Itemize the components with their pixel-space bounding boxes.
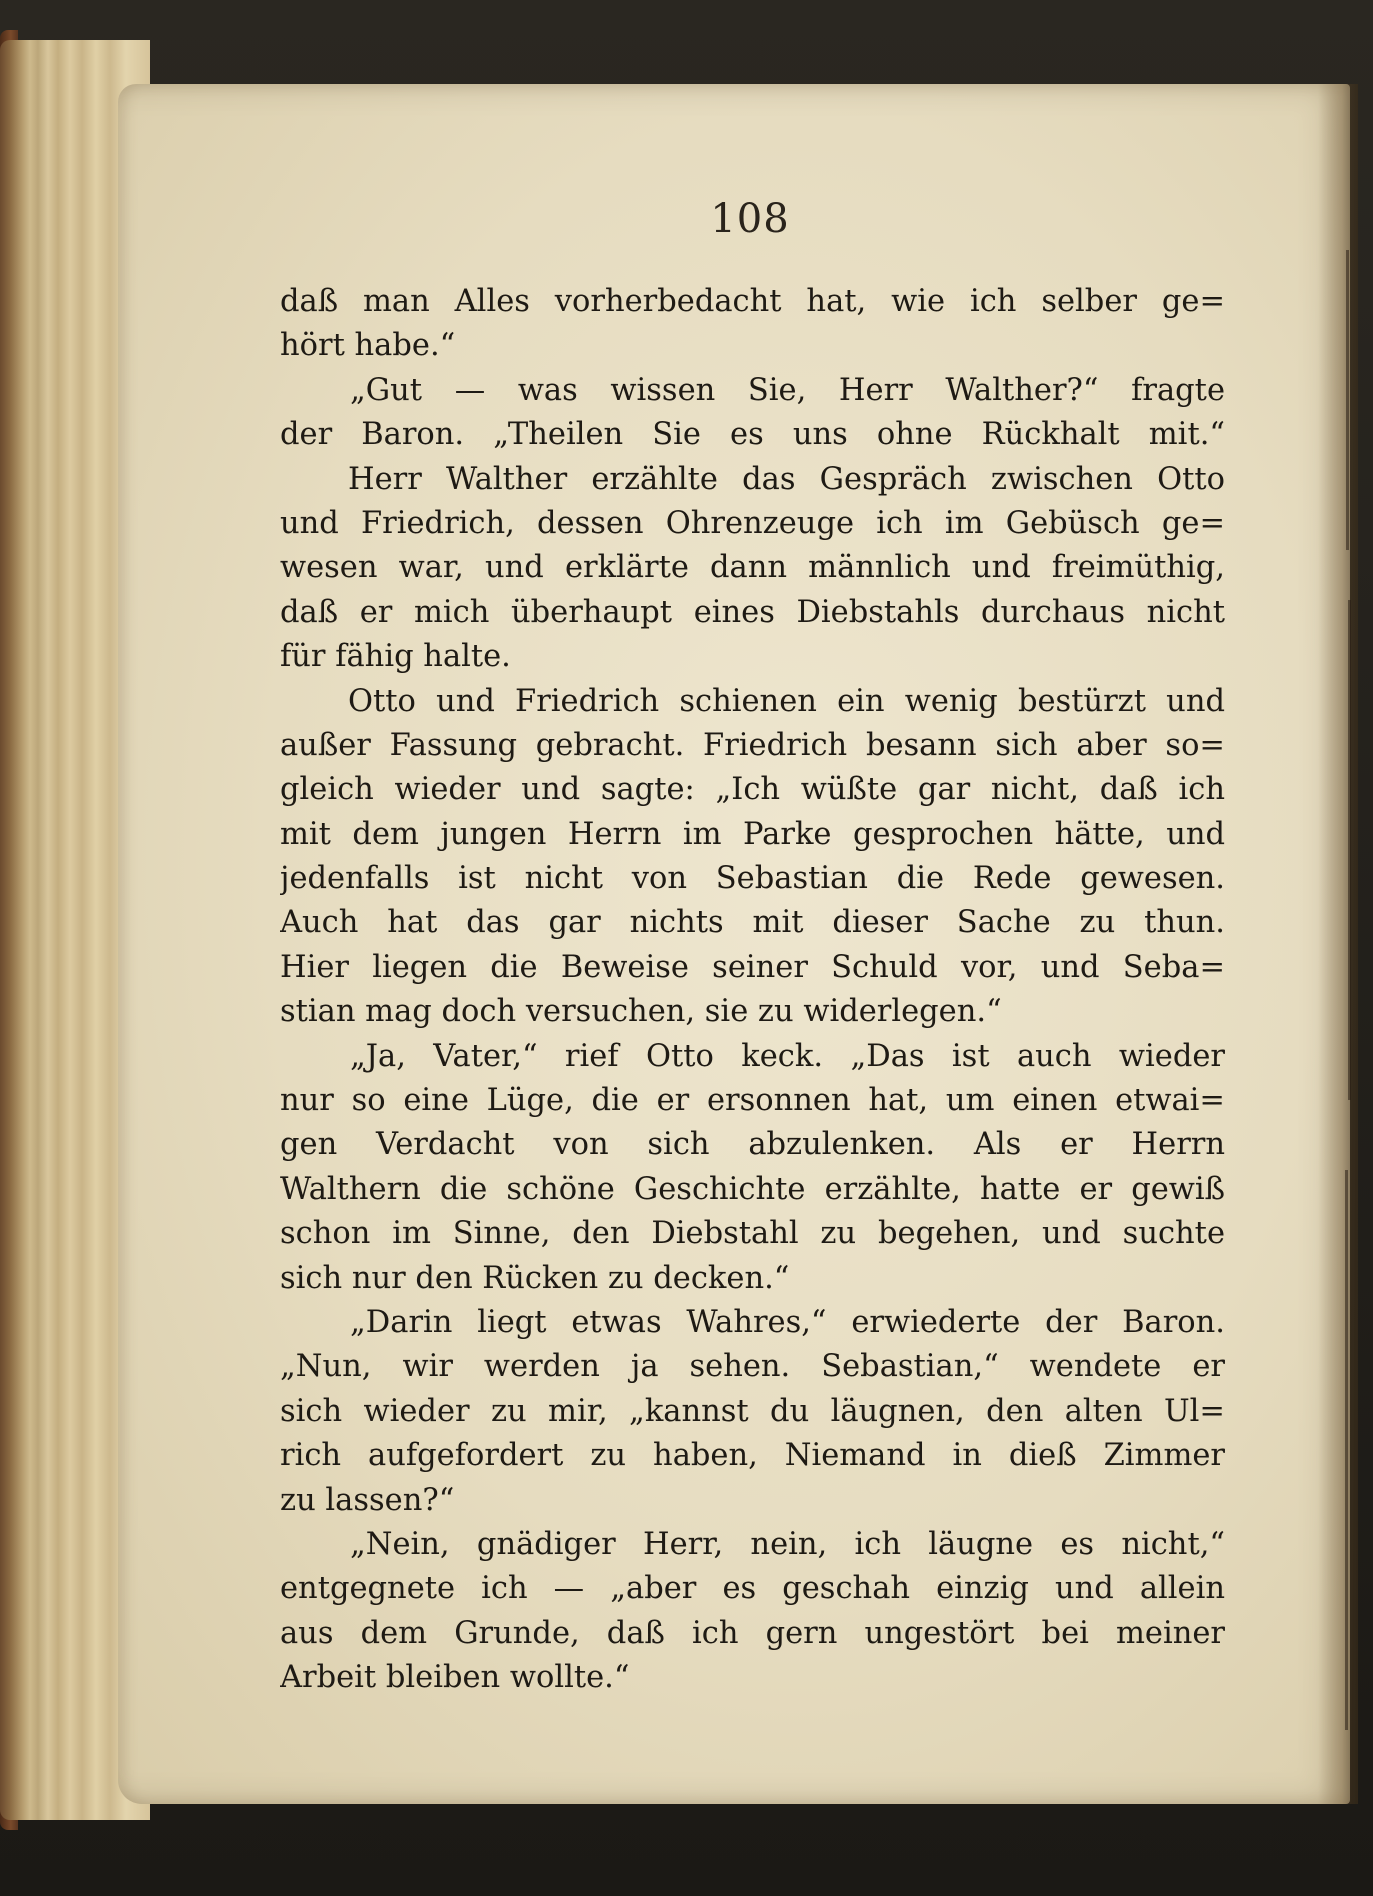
text-line: und Friedrich, dessen Ohrenzeuge ich im Gebüsch ge= xyxy=(280,505,1225,541)
text-line: daß man Alles vorherbedacht hat, wie ich selber ge= xyxy=(280,284,1225,319)
text-line: Arbeit bleiben wollte.“ xyxy=(280,1660,630,1696)
text-line: gleich wieder und sagte: „Ich wüßte gar nicht, daß ich xyxy=(280,772,1225,808)
text-line: gen Verdacht von sich abzulenken. Als er Herrn xyxy=(280,1127,1225,1163)
text-line: „Nun, wir werden ja sehen. Sebastian,“ wendete er xyxy=(280,1349,1225,1385)
text-line: entgegnete ich — „aber es geschah einzig und allein xyxy=(280,1571,1225,1607)
text-line: schon im Sinne, den Diebstahl zu begehen, und suchte xyxy=(280,1216,1225,1252)
text-line: der Baron. „Theilen Sie es uns ohne Rückhalt mit.“ xyxy=(280,417,1225,453)
text-line: „Ja, Vater,“ rief Otto keck. „Das ist auch wieder xyxy=(350,1038,1225,1074)
text-line: Walthern die schöne Geschichte erzählte, hatte er gewiß xyxy=(280,1171,1225,1207)
text-line: jedenfalls ist nicht von Sebastian die Rede gewesen. xyxy=(280,861,1225,897)
text-line: Herr Walther erzählte das Gespräch zwischen Otto xyxy=(348,461,1225,497)
page-number: 108 xyxy=(710,196,790,242)
text-line: außer Fassung gebracht. Friedrich besann sich aber so= xyxy=(280,727,1225,763)
gutter-crease-middle xyxy=(1348,600,1351,1100)
text-line: „Nein, gnädiger Herr, nein, ich läugne es nicht,“ xyxy=(350,1526,1225,1562)
text-line: wesen war, und erklärte dann männlich und freimüthig, xyxy=(280,550,1225,586)
page-text xyxy=(280,280,1225,1701)
text-line: Otto und Friedrich schienen ein wenig bestürzt und xyxy=(348,683,1225,719)
text-line: mit dem jungen Herrn im Parke gesprochen hätte, und xyxy=(280,816,1225,852)
text-line: rich aufgefordert zu haben, Niemand in dieß Zimmer xyxy=(280,1438,1225,1474)
text-line: sich nur den Rücken zu decken.“ xyxy=(280,1260,790,1296)
text-line: „Gut — was wissen Sie, Herr Walther?“ fragte xyxy=(350,372,1225,408)
text-line: aus dem Grunde, daß ich gern ungestört bei meiner xyxy=(280,1615,1225,1651)
text-line: Auch hat das gar nichts mit dieser Sache zu thun. xyxy=(280,905,1225,941)
text-line: sich wieder zu mir, „kannst du läugnen, den alten Ul= xyxy=(280,1393,1225,1429)
text-line: nur so eine Lüge, die er ersonnen hat, um einen etwai= xyxy=(280,1083,1225,1119)
text-line: hört habe.“ xyxy=(280,328,456,364)
text-line: daß er mich überhaupt eines Diebstahls durchaus nicht xyxy=(280,594,1225,630)
gutter-crease-top xyxy=(1346,250,1349,550)
text-line: zu lassen?“ xyxy=(280,1482,455,1518)
text-line: Hier liegen die Beweise seiner Schuld vor, und Seba= xyxy=(280,949,1225,985)
gutter-crease-bottom xyxy=(1345,1170,1348,1730)
text-line: stian mag doch versuchen, sie zu widerlegen.“ xyxy=(280,994,1002,1030)
page-gutter-shadow xyxy=(1318,84,1358,1804)
text-line: für fähig halte. xyxy=(280,639,511,675)
text-line: „Darin liegt etwas Wahres,“ erwiederte der Baron. xyxy=(350,1304,1225,1340)
